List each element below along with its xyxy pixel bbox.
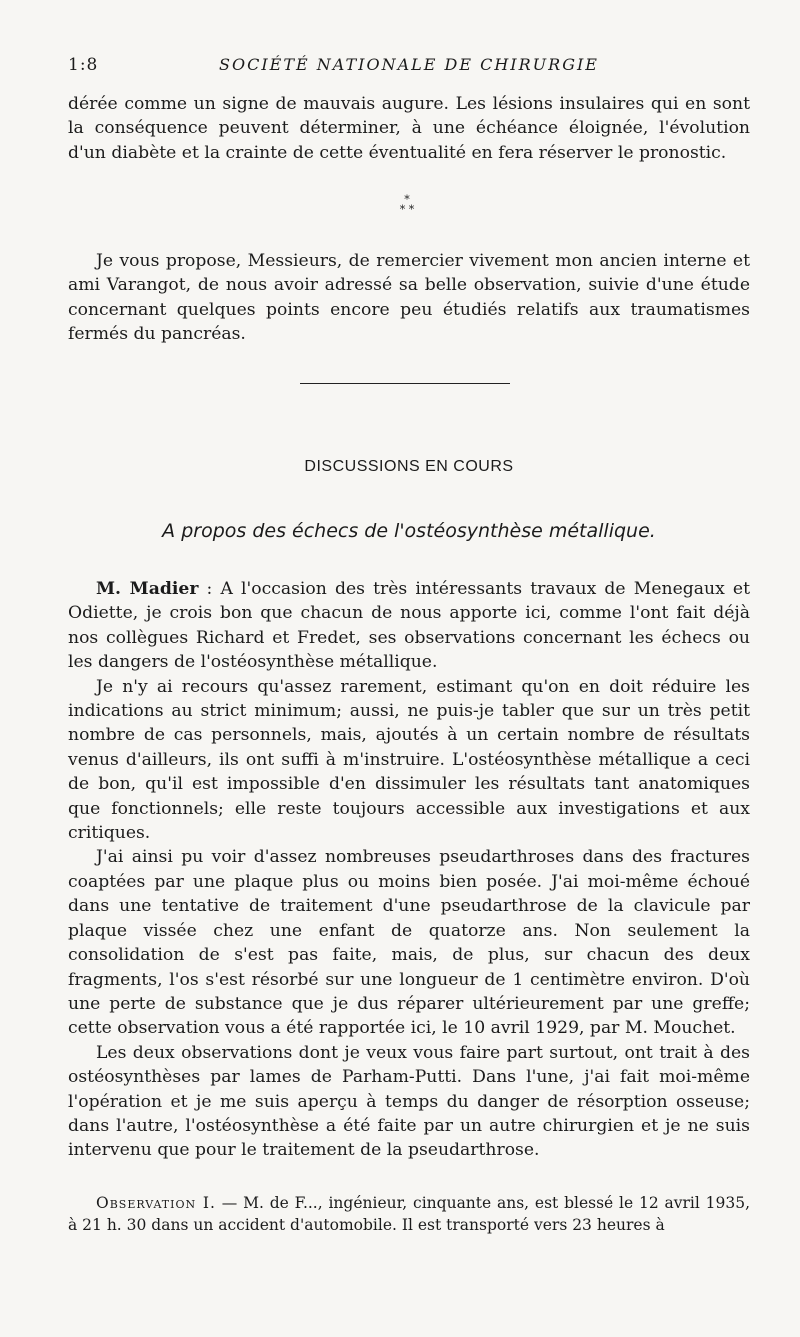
paragraph: dérée comme un signe de mauvais augure. Les lésions insulaires qui en sont la conséquence peuvent déterminer, à une échéance éloignée, l'évolution d'un diabète et la crainte de cette éventualité en fera réserver le pronostic. <box>68 94 750 163</box>
horizontal-rule <box>300 383 510 384</box>
continuation-paragraph <box>68 92 750 165</box>
closing-paragraph: Je vous propose, Messieurs, de remercier vivement mon ancien interne et ami Varangot, de nous avoir adressé sa belle observation, suivie d'une étude concernant quelques points encore peu étudiés relatifs aux traumatismes fermés du pancréas. <box>68 251 750 345</box>
body-paragraph-1-text: : A l'occasion des très intéressants travaux de Menegaux et Odiette, je crois bon que chacun de nous apporte ici, comme l'ont fait déjà nos collègues Richard et Fredet, ses observations concernant les échecs ou les dangers de l'ostéosynthèse métallique. <box>68 579 750 673</box>
article-title: A propos des échecs de l'ostéosynthèse métallique. <box>162 520 656 542</box>
asterism-separator <box>392 195 422 215</box>
asterism-top: * <box>404 193 410 206</box>
observation-text: — M. de F..., ingénieur, cinquante ans, est blessé le 12 avril 1935, à 21 h. 30 dans un accident d'automobile. Il est transporté vers 23 heures à <box>68 1194 750 1234</box>
asterism-bottom: * * <box>399 203 415 216</box>
speaker-name: M. Madier <box>96 579 199 599</box>
closing-paragraph-block <box>68 249 750 347</box>
body-paragraph-1 <box>68 577 750 675</box>
body-paragraph-2: Je n'y ai recours qu'assez rarement, estimant qu'on en doit réduire les indications au strict minimum; aussi, ne puis-je tabler que sur un très petit nombre de cas personnels, mais, ajoutés à un certain nombre de résultats venus d'ailleurs, ils ont suffi à m'instruire. L'ostéosynthèse métallique a ceci de bon, qu'il est impossible d'en dissimuler les résultats tant anatomiques que fonctionnels; elle reste toujours accessible aux investigations et aux critiques. <box>68 676 750 844</box>
body-paragraph-4: Les deux observations dont je veux vous faire part surtout, ont trait à des ostéosynthèses par lames de Parham-Putti. Dans l'une, j'ai fait moi-même l'opération et je me suis aperçu à temps du danger de résorption osseuse; dans l'autre, l'ostéosynthèse a été faite par un autre chirurgien et je ne suis intervenu que pour le traitement de la pseudarthrose. <box>68 1042 750 1161</box>
observation-block <box>68 1192 750 1236</box>
observation-paragraph <box>68 1192 750 1236</box>
article-body <box>68 577 750 1163</box>
body-paragraph-3: J'ai ainsi pu voir d'assez nombreuses pseudarthroses dans des fractures coaptées par une plaque plus ou moins bien posée. J'ai moi-même échoué dans une tentative de traitement d'une pseudarthrose de la clavicule par plaque vissée chez une enfant de quatorze ans. Non seulement la consolidation de s'est pas faite, mais, de plus, sur chacun des deux fragments, l'os s'est résorbé sur une longueur de 1 centimètre environ. D'où une perte de substance que je dus réparer ultérieurement par une greffe; cette observation vous a été rapportée ici, le 10 avril 1929, par M. Mouchet. <box>68 847 750 1039</box>
section-heading: DISCUSSIONS EN COURS <box>304 458 514 475</box>
page-header <box>68 55 750 79</box>
page-number: 1:8 <box>68 55 99 75</box>
observation-label: Observation I. <box>96 1194 216 1212</box>
running-title: SOCIÉTÉ NATIONALE DE CHIRURGIE <box>219 55 599 74</box>
